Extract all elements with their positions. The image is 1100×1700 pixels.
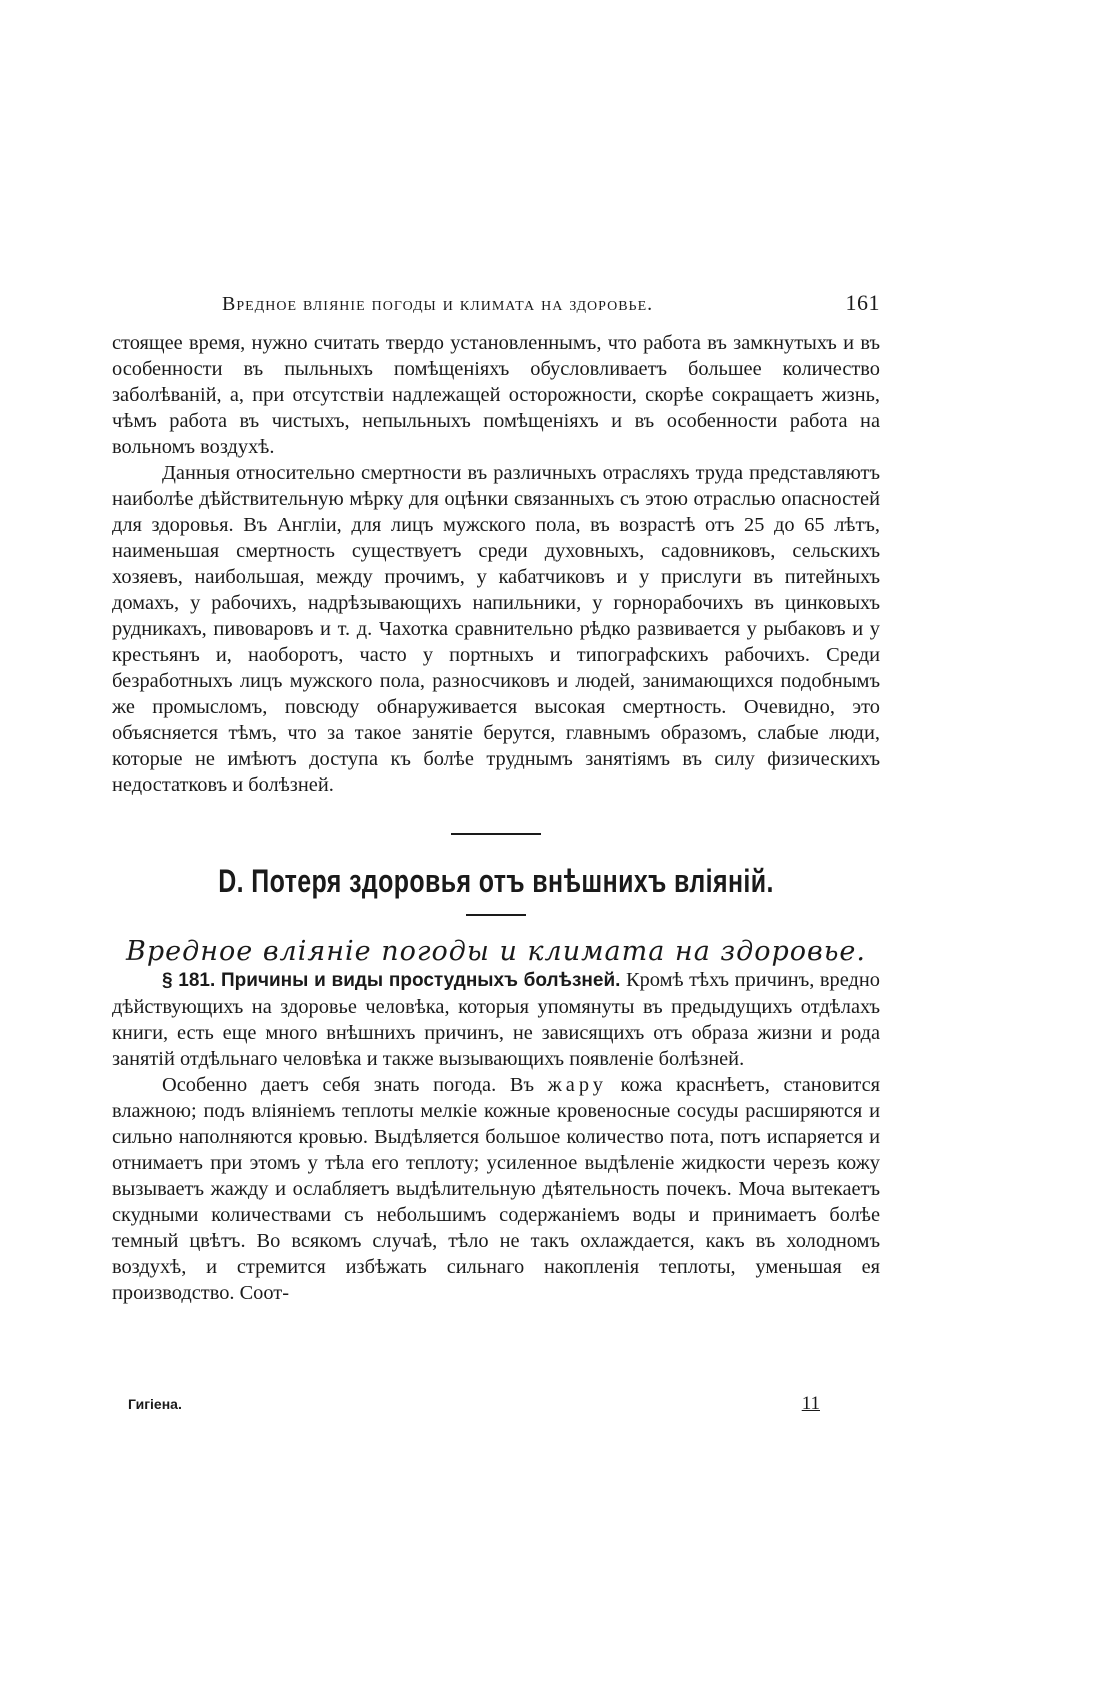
running-head-title: Вредное вліяніе погоды и климата на здоровье. — [222, 293, 654, 315]
sheet-number: 11 — [801, 1393, 820, 1414]
signature-mark: Гигіена. — [128, 1396, 182, 1412]
heading-underline — [466, 914, 526, 916]
paragraph-continued: стоящее время, нужно считать твердо установленнымъ, что работа въ замкнутыхъ и въ особенности въ пыльныхъ помѣщеніяхъ обусловливаетъ большее количество заболѣваній, а, при отсутствіи надлежащей осторожности, скорѣе сокращаетъ жизнь, чѣмъ работа въ чистыхъ, непыльныхъ помѣщеніяхъ и въ особенности работа на вольномъ воздухѣ. — [112, 332, 880, 458]
paragraph-181-text: Кромѣ тѣхъ причинъ, вредно дѣйствующихъ на здоровье человѣка, которыя упомянуты въ предыдущихъ отдѣлахъ книги, есть еще много внѣшнихъ причинъ, не зависящихъ отъ образа жизни и рода занятій отдѣльнаго человѣка и также вызывающихъ появленіе болѣзней. — [112, 969, 880, 1070]
subsection-heading: Вредное вліяніе погоды и климата на здоровье. — [126, 936, 866, 967]
book-page — [112, 290, 880, 1306]
page-footer — [128, 1393, 820, 1415]
paragraph-weather-start: Особенно даетъ себя знать погода. Въ — [162, 1074, 548, 1096]
section-divider — [451, 833, 541, 835]
paragraph-weather-rest: кожа краснѣетъ, становится влажною; подъ вліяніемъ теплоты мелкіе кожные кровеносные сосуды расширяются и сильно наполняются кровью. Выдѣляется большое количество пота, потъ испаряется и отнимаетъ при этомъ у тѣла его теплоту; усиленное выдѣленіе жидкости черезъ кожу вызываетъ жажду и ослабляетъ выдѣлительную дѣятельность почекъ. Моча вытекаетъ скудными количествами съ небольшимъ содержаніемъ воды и принимаетъ болѣе темный цвѣтъ. Во всякомъ случаѣ, тѣло не такъ охлаждается, какъ въ холодномъ воздухѣ, и стремится избѣжать сильнаго накопленія теплоты, уменьшая ея производство. Соот- — [112, 1074, 880, 1304]
spaced-word: жару — [547, 1074, 607, 1096]
paragraph-181 — [112, 967, 880, 1072]
section-heading: D. Потеря здоровья отъ внѣшнихъ вліяній. — [218, 863, 774, 899]
paragraph-mortality: Данныя относительно смертности въ различныхъ отрасляхъ труда представляютъ наиболѣе дѣйствительную мѣрку для оцѣнки связанныхъ съ этою отраслью опасностей для здоровья. Въ Англіи, для лицъ мужского пола, въ возрастѣ отъ 25 до 65 лѣтъ, наименьшая смертность существуетъ среди духовныхъ, садовниковъ, сельскихъ хозяевъ, наибольшая, между прочимъ, у кабатчиковъ и у прислуги въ питейныхъ домахъ, у рабочихъ, надрѣзывающихъ напильники, у горнорабочихъ въ цинковыхъ рудникахъ, пивоваровъ и т. д. Чахотка сравнительно рѣдко развивается у рыбаковъ и у крестьянъ и, наоборотъ, часто у портныхъ и типографскихъ рабочихъ. Среди безработныхъ лицъ мужского пола, разносчиковъ и людей, занимающихся подобнымъ же промысломъ, повсюду обнаруживается высокая смертность. Очевидно, это объясняется тѣмъ, что за такое занятіе берутся, главнымъ образомъ, слабые люди, которые не имѣютъ доступа къ болѣе труднымъ занятіямъ въ силу физическихъ недостатковъ и болѣзней. — [112, 462, 880, 796]
page-number: 161 — [845, 290, 880, 315]
paragraph-181-heading: § 181. Причины и виды простудныхъ болѣзней. — [162, 970, 621, 991]
running-head — [222, 290, 880, 330]
paragraph-weather — [112, 1072, 880, 1306]
